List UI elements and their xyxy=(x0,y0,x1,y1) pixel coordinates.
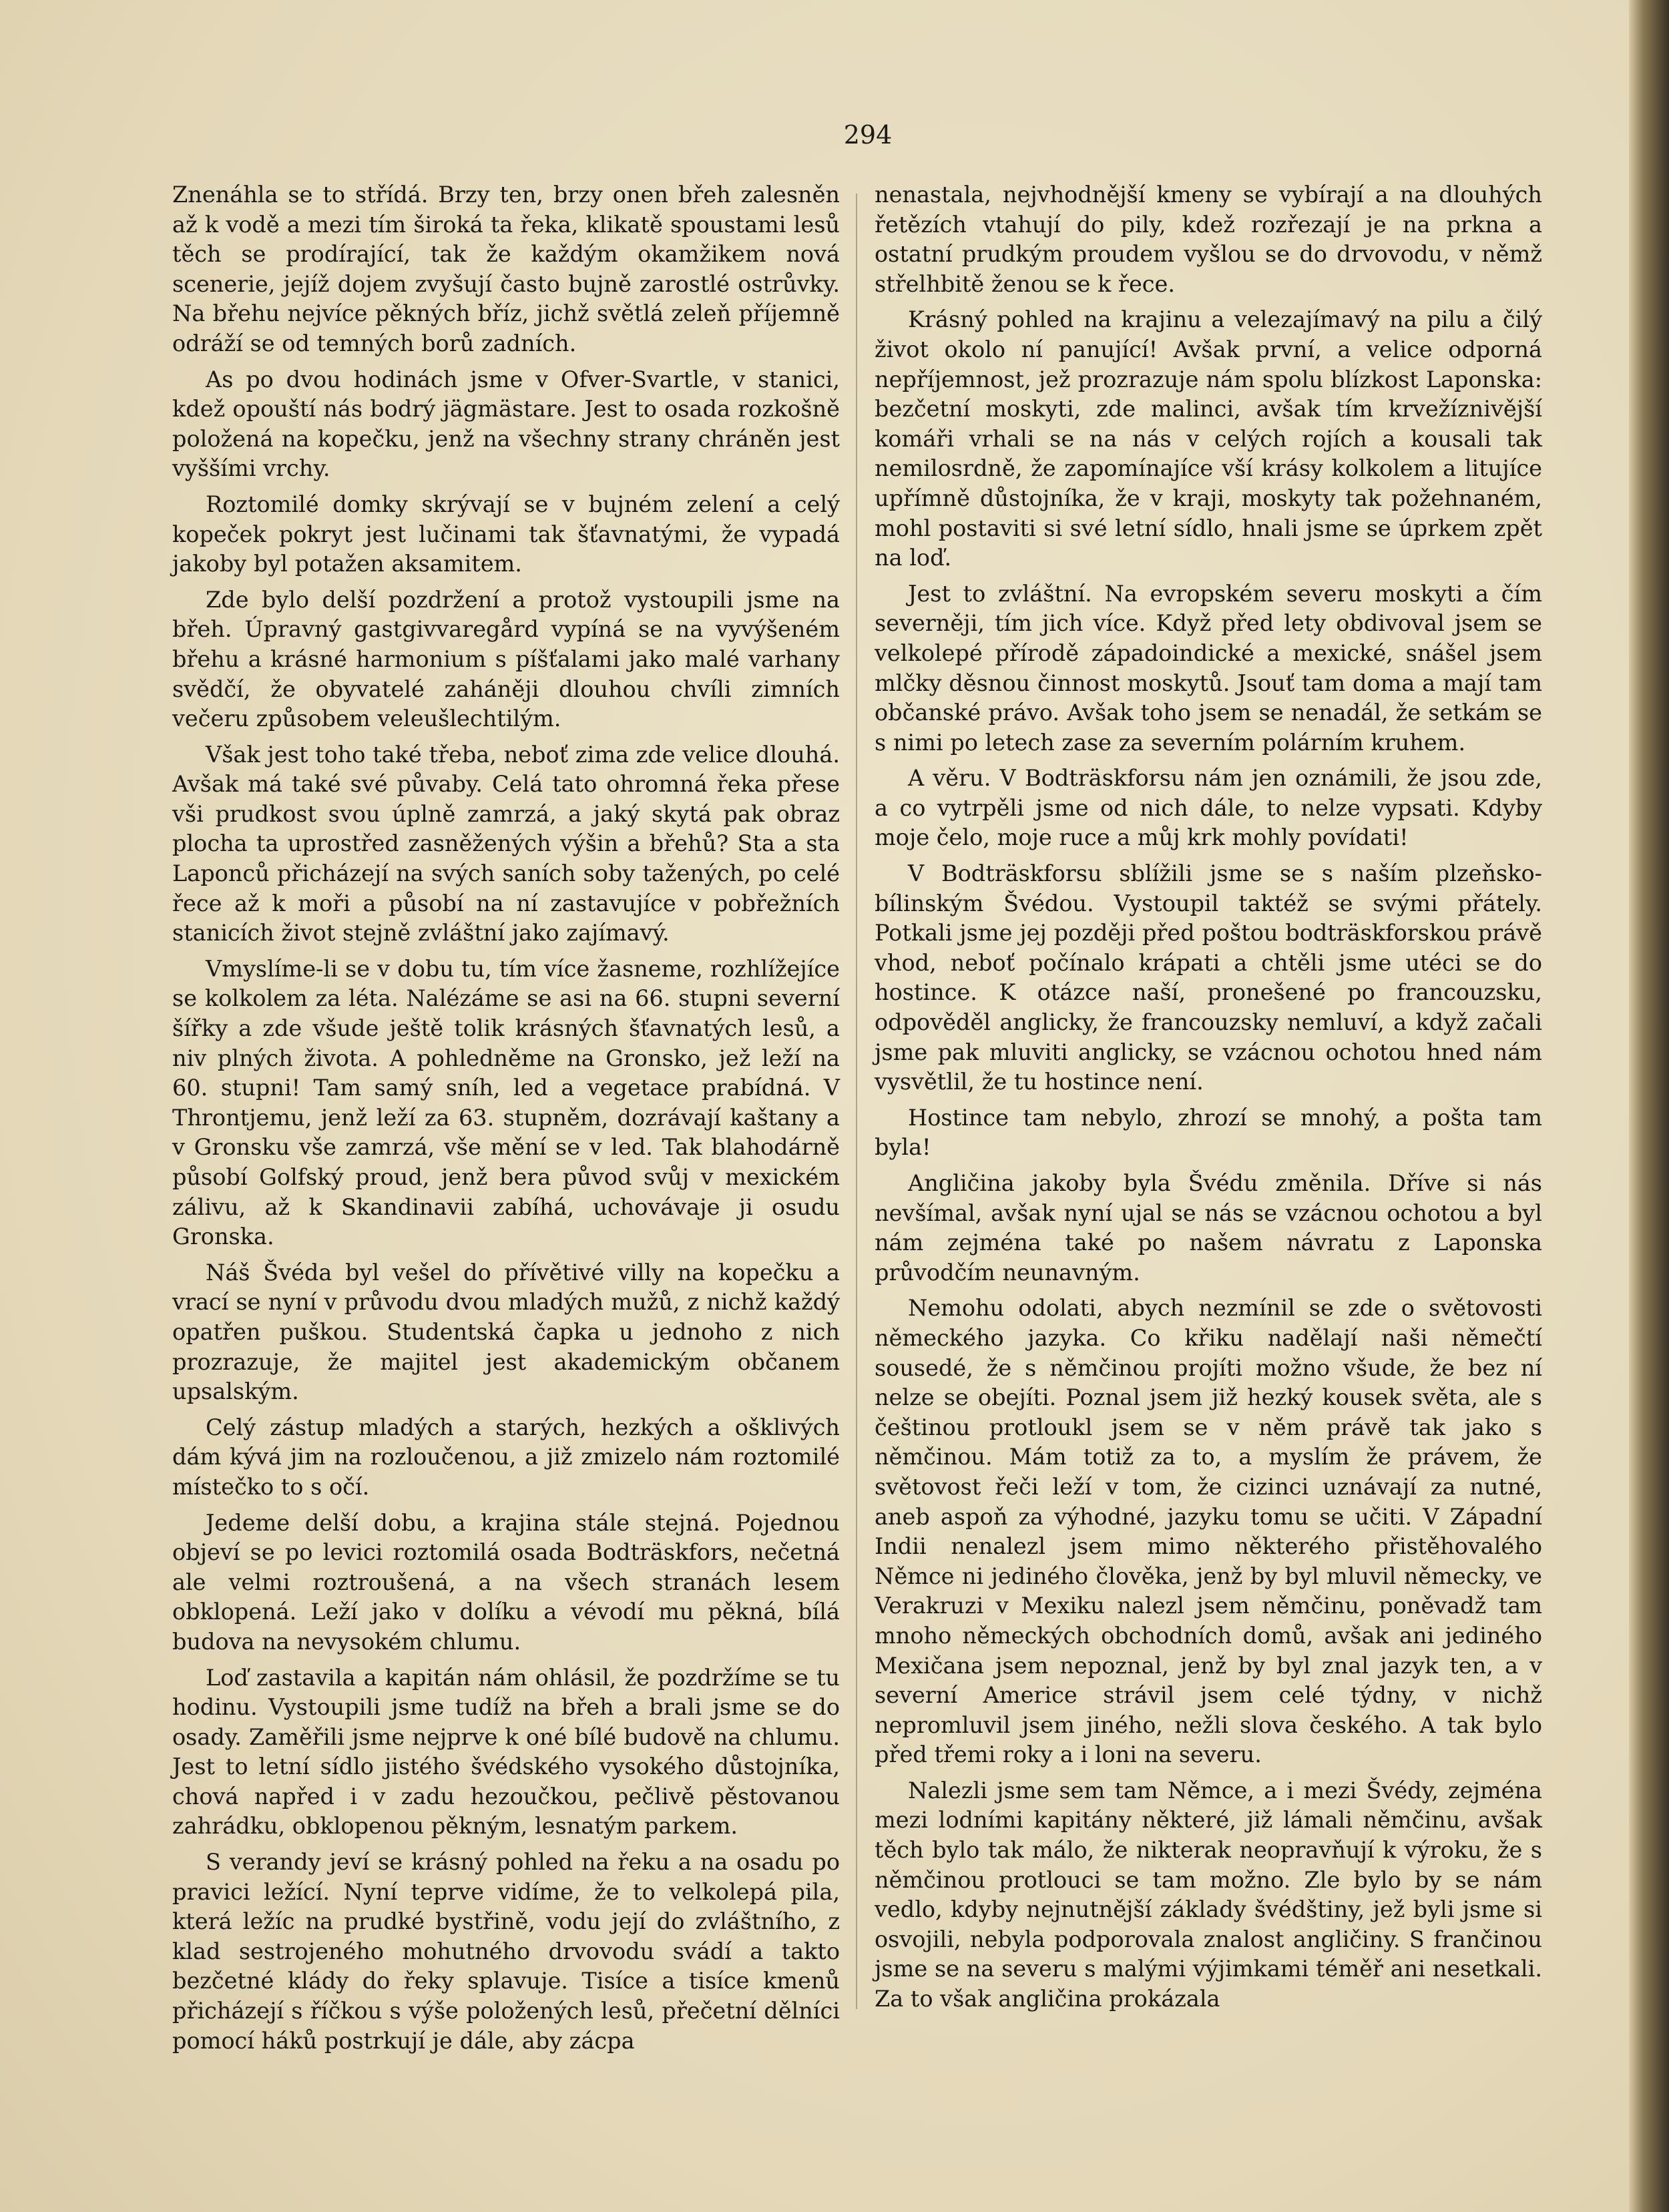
paragraph: Zde bylo delší pozdržení a protož vystoupili jsme na břeh. Úpravný gastgivvaregård vypíná se na vyvýšeném břehu a krásné harmonium s píšťalami jako malé varhany svědčí, že obyvatelé zaháněji dlouhou chvíli zimních večeru způsobem veleušlechtilým. xyxy=(172,586,840,732)
paragraph: Náš Švéda byl vešel do přívětivé villy na kopečku a vrací se nyní v průvodu dvou mladých mužů, z nichž každý opatřen puškou. Studentská čapka u jednoho z nich prozrazuje, že majitel jest akademickým občanem upsalským. xyxy=(172,1259,840,1405)
paragraph: As po dvou hodinách jsme v Ofver-Svartle, v stanici, kdež opouští nás bodrý jägmästare. Jest to osada rozkošně položená na kopečku, jenž na všechny strany chráněn jest vyššími vrchy. xyxy=(172,366,840,482)
page-number: 294 xyxy=(843,120,893,150)
paragraph: Loď zastavila a kapitán nám ohlásil, že pozdržíme se tu hodinu. Vystoupili jsme tudíž na břeh a brali jsme se do osady. Zaměřili jsme nejprve k oné bílé budově na chlumu. Jest to letní sídlo jistého švédského vysokého důstojníka, chová napřed i v zadu hezoučkou, pečlivě pěstovanou zahrádku, obklopenou pěkným, lesnatým parkem. xyxy=(172,1664,840,1840)
paragraph: Krásný pohled na krajinu a velezajímavý na pilu a čilý život okolo ní panující! Avšak první, a velice odporná nepříjemnost, jež prozrazuje nám spolu blízkost Laponska: bezčetní moskyti, zde malinci, avšak tím krvežíznivější komáři vrhali se na nás v celých rojích a kousali tak nemilosrdně, že zapomínajíce vší krásy kolkolem a litujíce upřímně důstojníka, že v kraji, moskyty tak požehnaném, mohl postaviti si své letní sídlo, hnali jsme se úprkem zpět na loď. xyxy=(875,306,1542,571)
paragraph: A věru. V Bodträskforsu nám jen oznámili, že jsou zde, a co vytrpěli jsme od nich dále, to nelze vypsati. Kdyby moje čelo, moje ruce a můj krk mohly povídati! xyxy=(875,765,1542,851)
paragraph: nenastala, nejvhodnější kmeny se vybírají a na dlouhých řetězích vtahují do pily, kdež rozřezají je na prkna a ostatní prudkým proudem vyšlou se do drvovodu, v němž střelhbitě ženou se k řece. xyxy=(875,182,1542,297)
page-edge xyxy=(1629,0,1669,2212)
paragraph: Jedeme delší dobu, a krajina stále stejná. Pojednou objeví se po levici roztomilá osada Bodträskfors, nečetná ale velmi roztroušená, a na všech stranách lesem obklopená. Leží jako v dolíku a vévodí mu pěkná, bílá budova na nevysokém chlumu. xyxy=(172,1509,840,1655)
paragraph: Hostince tam nebylo, zhrozí se mnohý, a pošta tam byla! xyxy=(875,1104,1542,1161)
paragraph: Nalezli jsme sem tam Němce, a i mezi Švédy, zejména mezi lodními kapitány některé, již lámali němčinu, avšak těch bylo tak málo, že nikterak neopravňují k výroku, že s němčinou protlouci se tam možno. Zle bylo by se nám vedlo, kdyby nejnutnější základy švédštiny, jež byli jsme si osvojili, nebyla podporovala znalost angličiny. S frančinou jsme se na severu s malými výjimkami téměř ani nesetkali. Za to však angličina prokázala xyxy=(875,1777,1542,2012)
paragraph: Však jest toho také třeba, neboť zima zde velice dlouhá. Avšak má také své půvaby. Celá tato ohromná řeka přese vši prudkost svou úplně zamrzá, a jaký skytá pak obraz plocha ta uprostřed zasněžených výšin a břehů? Sta a sta Laponců přicházejí na svých saních soby tažených, po celé řece až k moři a působí na ní zastavujíce v pobřežních stanicích život stejně zvláštní jako zajímavý. xyxy=(172,741,840,946)
paragraph: Znenáhla se to střídá. Brzy ten, brzy onen břeh zalesněn až k vodě a mezi tím široká ta řeka, klikatě spoustami lesů těch se prodírající, tak že každým okamžikem nová scenerie, jejíž dojem zvyšují často bujně zarostlé ostrůvky. Na břehu nejvíce pěkných bříz, jichž světlá zeleň příjemně odráží se od temných borů zadních. xyxy=(172,182,840,356)
right-column xyxy=(875,180,1542,2020)
paragraph: Vmyslíme-li se v dobu tu, tím více žasneme, rozhlížejíce se kolkolem za léta. Nalézáme se asi na 66. stupni severní šířky a zde všude ještě tolik krásných šťavnatých lesů, a niv plných života. A pohledněme na Gronsko, jež leží na 60. stupni! Tam samý sníh, led a vegetace prabídná. V Throntjemu, jenž leží za 63. stupněm, dozrávají kaštany a v Gronsku vše zamrzá, vše mění se v led. Tak blahodárně působí Golfský proud, jenž bera původ svůj v mexickém zálivu, až k Skandinavii zabíhá, uchovávaje ji osudu Gronska. xyxy=(172,955,840,1250)
paragraph: Roztomilé domky skrývají se v bujném zelení a celý kopeček pokryt jest lučinami tak šťavnatými, že vypadá jakoby byl potažen aksamitem. xyxy=(172,491,840,577)
paragraph: S verandy jeví se krásný pohled na řeku a na osadu po pravici ležící. Nyní teprve vidíme, že to velkolepá pila, která ležíc na prudké bystřině, vodu její do zvláštního, z klad sestrojeného mohutného drvovodu svádí a takto bezčetné klády do řeky splavuje. Tisíce a tisíce kmenů přicházejí s říčkou s výše položených lesů, přečetní dělníci pomocí háků postrkují je dále, aby zácpa xyxy=(172,1849,840,2054)
left-column xyxy=(172,180,840,2062)
paragraph: Angličina jakoby byla Švédu změnila. Dříve si nás nevšímal, avšak nyní ujal se nás se vzácnou ochotou a byl nám zejména také po našem návratu z Laponska průvodčím neunavným. xyxy=(875,1170,1542,1286)
paragraph: Celý zástup mladých a starých, hezkých a ošklivých dám kývá jim na rozloučenou, a již zmizelo nám roztomilé místečko to s očí. xyxy=(172,1414,840,1500)
paragraph: Nemohu odolati, abych nezmínil se zde o světovosti německého jazyka. Co křiku nadělají naši němečtí sousedé, že s němčinou projíti možno všude, že bez ní nelze se obejíti. Poznal jsem již hezký kousek světa, ale s češtinou protloukl jsem se v něm právě tak jako s němčinou. Mám totiž za to, a myslím že právem, že světovost řeči leží v tom, že cizinci uznávají za nutné, aneb aspoň za výhodné, jazyku tomu se učiti. V Západní Indii nenalezl jsem mimo některého přistěhovalého Němce ni jediného člověka, jenž by byl mluvil německy, ve Verakruzi v Mexiku nalezl jsem němčinu, poněvadž tam mnoho německých obchodních domů, avšak ani jediného Mexičana jsem nepoznal, jenž by byl znal jazyk ten, a v severní Americe strávil jsem celé týdny, v nichž nepromluvil jsem jiného, nežli slova českého. A tak bylo před třemi roky a i loni na severu. xyxy=(875,1295,1542,1768)
paragraph: Jest to zvláštní. Na evropském severu moskyti a čím severněji, tím jich více. Když před lety obdivoval jsem se velkolepé přírodě západoindické a mexické, snášel jsem mlčky děsnou činnost moskytů. Jsouť tam doma a mají tam občanské právo. Avšak toho jsem se nenadál, že setkám se s nimi po letech zase za severním polárním kruhem. xyxy=(875,580,1542,756)
paragraph: V Bodträskforsu sblížili jsme se s naším plzeňsko-bílinským Švédou. Vystoupil taktéž se svými přátely. Potkali jsme jej později před poštou bodträskforskou právě vhod, neboť počínalo krápati a chtěli jsme utéci se do hostince. K otázce naší, pronešené po francouzsku, odpověděl anglicky, že francouzsky nemluví, a když začali jsme pak mluviti anglicky, se vzácnou ochotou hned nám vysvětlil, že tu hostince není. xyxy=(875,860,1542,1095)
column-divider xyxy=(856,194,857,2009)
